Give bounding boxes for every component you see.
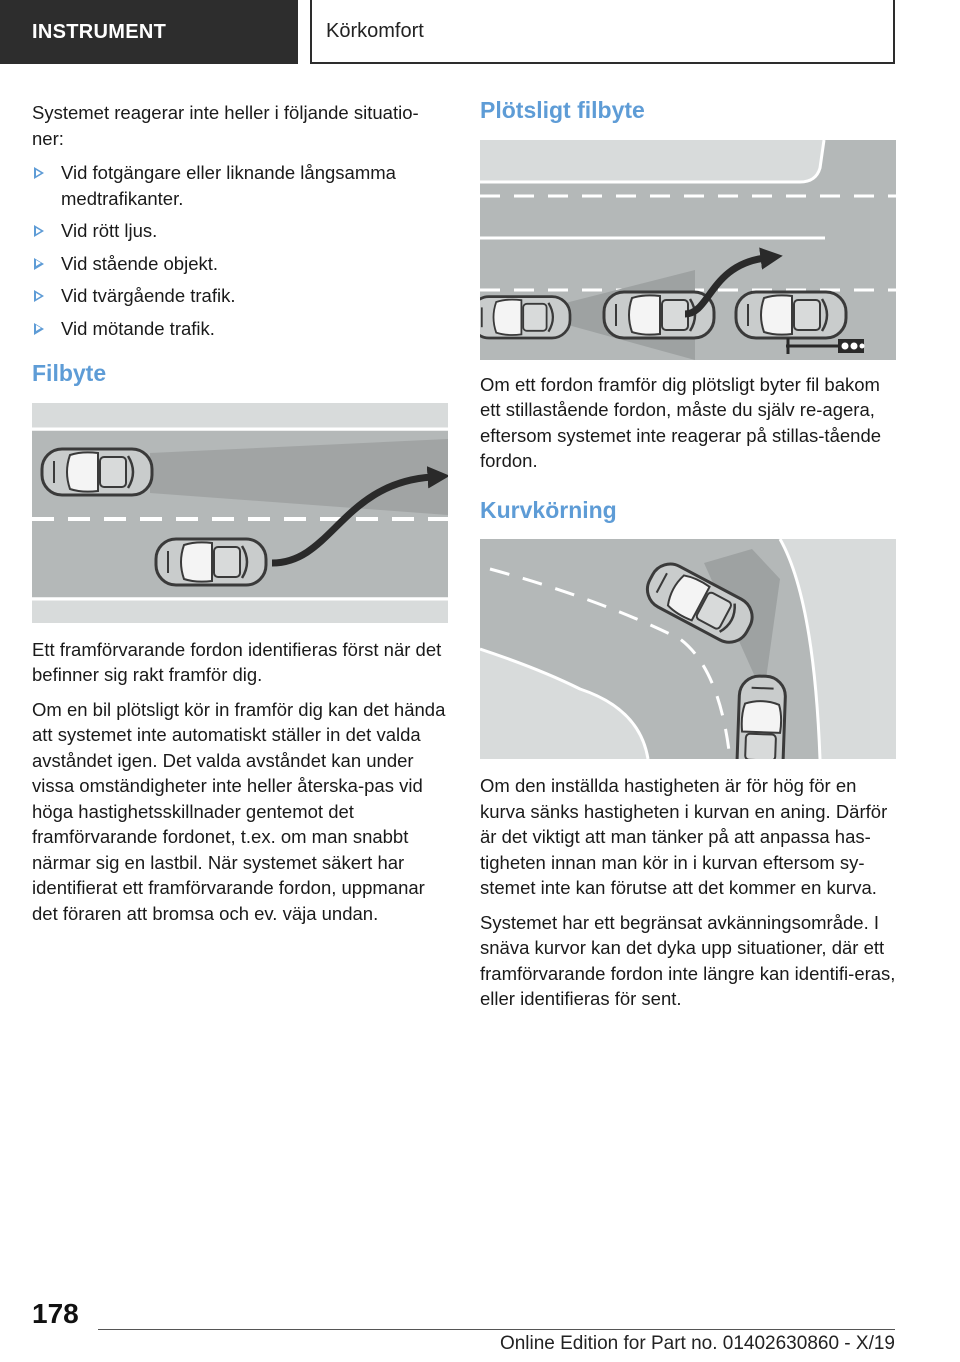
kurvkorning-paragraph-1: Om den inställda hastigheten är för hög för en kurva sänks hastigheten i kurvan en aning. Därför är det viktigt att man tänker på att anpassa has-tigheten innan man kör in i kurvan eftersom sy-stemet inte kan förutse att det kommer en kurva.	[480, 775, 888, 898]
footer-rule	[98, 1329, 895, 1330]
chapter-title: Körkomfort	[326, 19, 424, 42]
list-item: Vid tvärgående trafik.	[32, 283, 448, 309]
list-item: Vid mötande trafik.	[32, 316, 448, 342]
edition-footer: Online Edition for Part no. 01402630860 - X/19	[499, 1333, 895, 1354]
filbyte-paragraph-2: Om en bil plötsligt kör in framför dig kan det hända att systemet inte automatiskt ställer in det valda avståndet igen. Det valda avståndet kan under vissa omständigheter inte heller återska-pas vid höga hastighetsskillnader gentemot det framförvarande fordonet, t.ex. om man snabbt närmar sig en lastbil. När systemet säkert har identifierat ett framförvarande fordon, uppmanar det föraren att bromsa och ev. väja undan.	[32, 698, 446, 924]
triangle-bullet-icon	[34, 225, 44, 237]
section-tab	[0, 0, 298, 64]
intro-text: Systemet reagerar inte heller i följande situatio-ner:	[32, 102, 419, 149]
list-item: Vid stående objekt.	[32, 251, 448, 277]
heading-filbyte: Filbyte	[32, 360, 107, 386]
plotsligt-paragraph: Om ett fordon framför dig plötsligt byter fil bakom ett stillastående fordon, måste du själv re-agera, eftersom systemet inte reagerar på stillas-tående fordon.	[480, 373, 882, 471]
chapter-tab	[310, 0, 895, 64]
section-title: INSTRUMENT	[32, 20, 167, 43]
list-item: Vid fotgängare eller liknande långsamma medtrafikanter.	[32, 160, 448, 211]
kurvkorning-paragraph-2: Systemet har ett begränsat avkänningsområde. I snäva kurvor kan det dyka upp situationer, där ett framförvarande fordon inte längre kan identifi-eras, eller identifieras för sent.	[480, 911, 896, 1009]
triangle-bullet-icon	[34, 290, 44, 302]
heading-plotsligt-filbyte: Plötsligt filbyte	[480, 97, 645, 123]
triangle-bullet-icon	[34, 167, 44, 179]
page-number: 178	[32, 1298, 79, 1329]
situation-list	[32, 160, 448, 341]
curve-driving-illustration	[480, 539, 896, 759]
left-column	[32, 100, 448, 935]
triangle-bullet-icon	[34, 258, 44, 270]
filbyte-paragraph-1: Ett framförvarande fordon identifieras först när det befinner sig rakt framför dig.	[32, 638, 442, 685]
list-item: Vid rött ljus.	[32, 218, 448, 244]
lane-change-illustration	[32, 403, 448, 623]
right-column	[480, 98, 896, 1021]
sudden-lane-change-illustration	[480, 140, 896, 360]
triangle-bullet-icon	[34, 323, 44, 335]
heading-kurvkorning: Kurvkörning	[480, 496, 617, 523]
